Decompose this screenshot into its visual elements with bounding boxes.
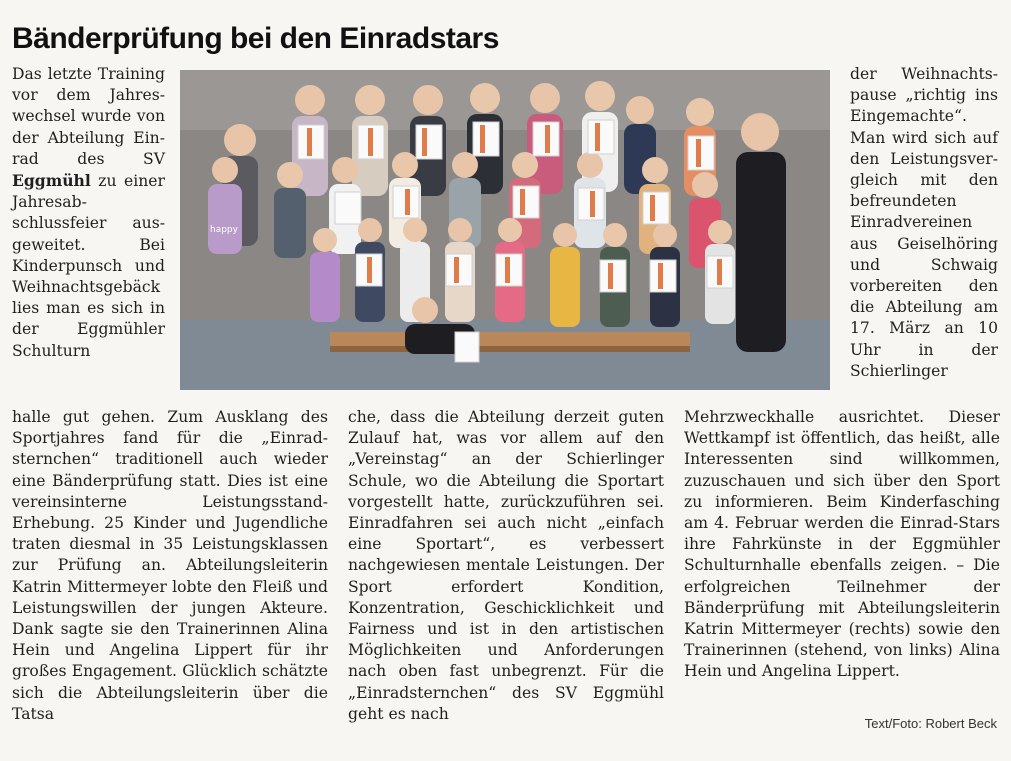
- article-headline: Bänderprüfung bei den Einradstars: [12, 22, 499, 55]
- shirt-print: happy: [210, 225, 238, 235]
- column-2-text: che, dass die Abteilung derzeit guten Zulauf hat, was vor allem auf den „Vereinstag“ an der Schierlinger Schule, wo die Abteilung die Sportart vorgestellt hatte, zurückzuführen sei. Einradfahren sei auch nicht „einfach eine Sportart“, es verbessert nachgewiesen mentale Leistungen. Der Sport erfordert Kondition, Konzentration, Geschicklichkeit und Fairness und ist in den artistischen Möglichkeiten und Anforderungen nach oben fast unbegrenzt. Für die „Einradsternchen“ des SV Eggmühl geht es nach: [348, 408, 664, 723]
- group-photo: [180, 70, 830, 390]
- article-column-1: [12, 407, 328, 725]
- column-1-text: halle gut gehen. Zum Ausklang des Sportjahres fand für die „Einradsternchen“ traditionell auch wieder eine Bänderprüfung statt. Dies ist eine vereinsinterne Leistungsstand-Erhebung. 25 Kinder und Jugendliche traten diesmal in 35 Leistungsklassen zur Prüfung an. Abteilungsleiterin Katrin Mittermeyer lobte den Fleiß und Leistungswillen der jungen Akteure. Dank sagte sie den Trainerinnen Alina Hein und Angelina Lippert für ihr großes Engagement. Glücklich schätzte sich die Abteilungsleiterin über die Tatsa: [12, 408, 328, 723]
- right-top-paragraph: der Weihnachtspause „richtig ins Eingemachte“. Man wird sich auf den Leistungsvergleich mit den befreundeten Einradvereinen aus Geiselhöring und Schwaig vorbereiten den die Abteilung am 17. März an 10 Uhr in der Schierlinger: [850, 65, 998, 380]
- article-intro-column: [12, 64, 165, 362]
- group-photo-illustration: [180, 70, 830, 390]
- intro-paragraph: Das letzte Training vor dem Jahreswechsel wurde von der Abteilung Einrad des SV Eggmühl zu einer Jahresabschlussfeier ausgeweitet. Bei Kinderpunsch und Weihnachtsgebäck lies man es sich in der Eggmühler Schulturn: [12, 65, 165, 360]
- column-3-text: Mehrzweckhalle ausrichtet. Dieser Wettkampf ist öffentlich, das heißt, alle Interessenten sind willkommen, zuzuschauen und sich über den Sport zu informieren. Beim Kinderfasching am 4. Februar werden die Einrad-Stars ihre Fahrkünste in der Eggmühler Schulturnhalle ebenfalls zeigen. – Die erfolgreichen Teilnehmer der Bänderprüfung mit Abteilungsleiterin Katrin Mittermeyer (rechts) sowie den Trainerinnen (stehend, von links) Alina Hein und Angelina Lippert.: [684, 408, 1000, 681]
- article-column-3: [684, 407, 1000, 683]
- photo-credit: Text/Foto: Robert Beck: [864, 716, 997, 731]
- article-right-column: [850, 64, 998, 382]
- article-column-2: [348, 407, 664, 725]
